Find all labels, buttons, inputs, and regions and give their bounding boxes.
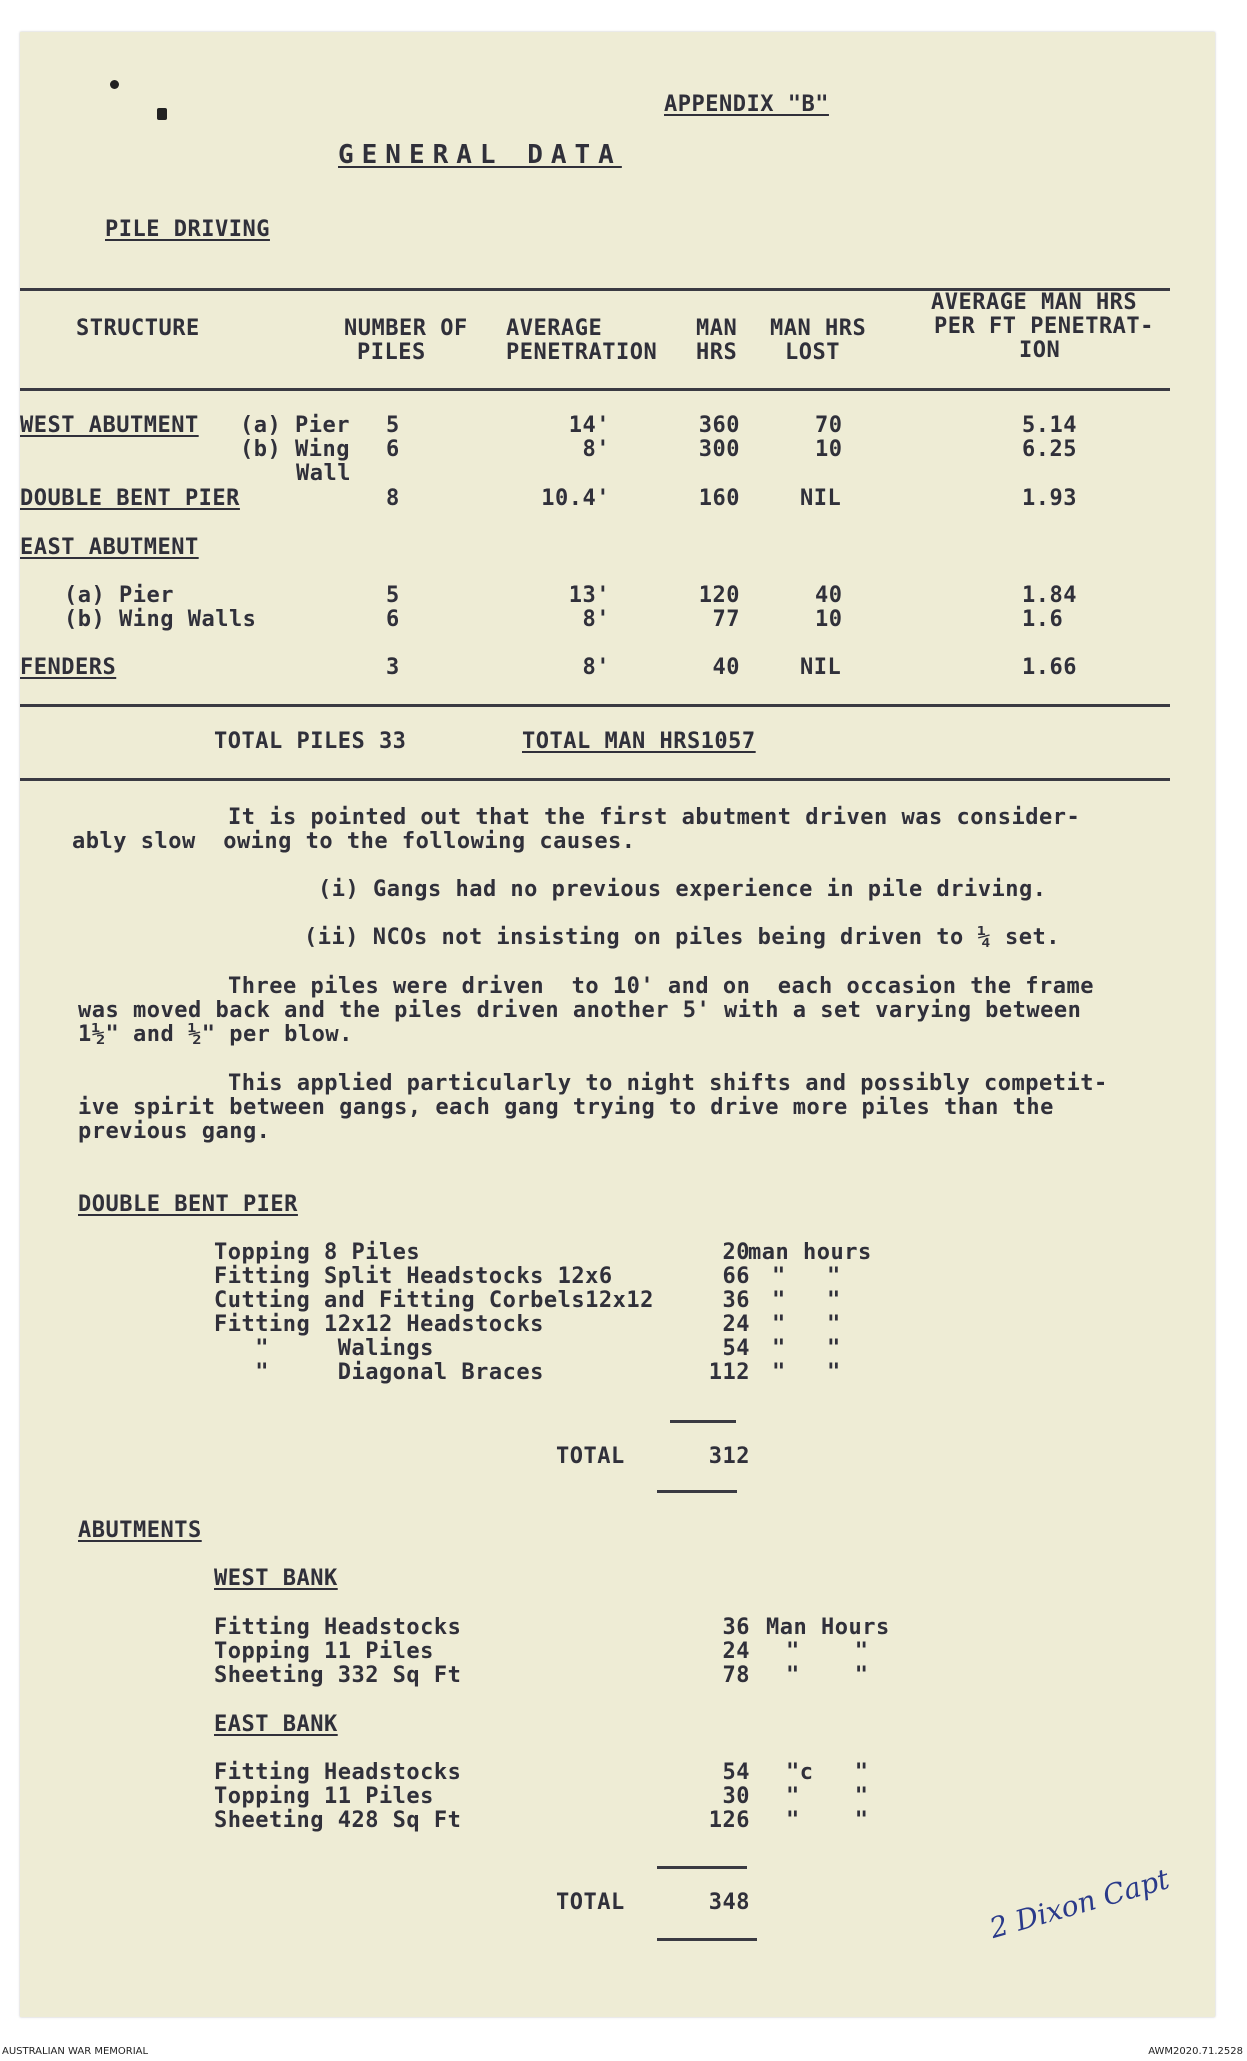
row-double-bent: DOUBLE BENT PIER (20, 486, 240, 511)
dbp-heading: DOUBLE BENT PIER (78, 1192, 298, 1217)
east-bank-item-value: 126 (708, 1808, 750, 1833)
col-number-2: PILES (357, 340, 426, 365)
east-a-hrs: 120 (698, 583, 740, 608)
dbp-total-value: 312 (708, 1444, 750, 1469)
dbp-item-label: Cutting and Fitting Corbels12x12 (214, 1288, 654, 1313)
dbp-item-unit: " " (772, 1312, 841, 1337)
row-east-abutment: EAST ABUTMENT (20, 535, 199, 560)
west-b-pen: 8' (582, 437, 610, 462)
west-bank-item-unit: Man Hours (766, 1615, 890, 1640)
total-piles: TOTAL PILES 33 (214, 729, 407, 754)
east-b-piles: 6 (386, 607, 400, 632)
east-bank-item-label: Sheeting 428 Sq Ft (214, 1808, 462, 1833)
dbp-item-unit: " " (772, 1360, 841, 1385)
footer-reference: AWM2020.71.2528 (1148, 2046, 1243, 2057)
double-bent-lost: NIL (800, 486, 842, 511)
east-a-pen: 13' (568, 583, 610, 608)
double-bent-piles: 8 (386, 486, 400, 511)
col-structure: STRUCTURE (76, 316, 200, 341)
ink-mark (157, 108, 167, 120)
col-man-hrs-2: HRS (696, 340, 738, 365)
west-b-label-2: Wall (296, 461, 351, 486)
east-b-pen: 8' (582, 607, 610, 632)
col-number-1: NUMBER OF (344, 316, 468, 341)
west-bank-item-value: 36 (722, 1615, 750, 1640)
dbp-item-unit: man hours (748, 1240, 872, 1265)
footer-archive: AUSTRALIAN WAR MEMORIAL (2, 2046, 149, 2057)
note-p3-line2: ive spirit between gangs, each gang trying to drive more piles than the (78, 1095, 1054, 1120)
fenders-lost: NIL (800, 655, 842, 680)
west-a-lost: 70 (815, 413, 843, 438)
west-a-hrs: 360 (698, 413, 740, 438)
east-bank-item-unit: " " (786, 1808, 869, 1833)
west-a-pen: 14' (568, 413, 610, 438)
east-bank-item-label: Fitting Headstocks (214, 1760, 462, 1785)
double-bent-per-ft: 1.93 (1022, 486, 1077, 511)
document-title: GENERAL DATA (338, 140, 622, 170)
fenders-per-ft: 1.66 (1022, 655, 1077, 680)
punch-mark (110, 80, 119, 89)
dbp-item-label: Topping 8 Piles (214, 1240, 421, 1265)
west-bank-item-unit: " " (786, 1639, 869, 1664)
east-bank-item-value: 54 (722, 1760, 750, 1785)
abutments-total-label: TOTAL (556, 1890, 625, 1915)
note-p2-line2: was moved back and the piles driven another 5' with a set varying between (78, 998, 1082, 1023)
dbp-sum-rule (670, 1420, 736, 1423)
west-bank-item-label: Sheeting 332 Sq Ft (214, 1663, 462, 1688)
note-p1-line2: ably slow owing to the following causes. (72, 829, 636, 854)
dbp-item-unit: " " (772, 1336, 841, 1361)
double-bent-hrs: 160 (698, 486, 740, 511)
note-p3-line3: previous gang. (78, 1119, 271, 1144)
west-bank-item-value: 78 (722, 1663, 750, 1688)
col-per-ft-1: AVERAGE MAN HRS (931, 290, 1138, 315)
east-b-lost: 10 (815, 607, 843, 632)
west-b-piles: 6 (386, 437, 400, 462)
dbp-item-label: Fitting 12x12 Headstocks (214, 1312, 544, 1337)
note-p3-line1: This applied particularly to night shifts and possibly competit- (228, 1071, 1108, 1096)
west-b-hrs: 300 (698, 437, 740, 462)
col-per-ft-3: ION (1019, 338, 1061, 363)
east-a-per-ft: 1.84 (1022, 583, 1077, 608)
east-b-label: (b) Wing Walls (64, 607, 257, 632)
dbp-item-unit: " " (772, 1264, 841, 1289)
col-per-ft-2: PER FT PENETRAT- (934, 314, 1154, 339)
west-b-per-ft: 6.25 (1022, 437, 1077, 462)
dbp-item-label: " Diagonal Braces (214, 1360, 544, 1385)
east-bank-item-unit: "c " (786, 1760, 869, 1785)
col-avg-pen-1: AVERAGE (506, 316, 603, 341)
east-b-hrs: 77 (712, 607, 740, 632)
east-a-piles: 5 (386, 583, 400, 608)
west-a-label: (a) Pier (240, 413, 350, 438)
west-bank-item-unit: " " (786, 1663, 869, 1688)
appendix-label: APPENDIX "B" (664, 92, 829, 117)
dbp-item-value: 24 (722, 1312, 750, 1337)
row-fenders: FENDERS (20, 655, 117, 680)
note-p2-line3: 1½" and ½" per blow. (78, 1022, 353, 1047)
dbp-total-rule (657, 1490, 737, 1493)
section-title: PILE DRIVING (105, 217, 270, 242)
east-bank-item-value: 30 (722, 1784, 750, 1809)
col-lost-1: MAN HRS (770, 316, 867, 341)
east-b-per-ft: 1.6 (1022, 607, 1064, 632)
west-bank-item-value: 24 (722, 1639, 750, 1664)
table-rule-header (20, 388, 1170, 391)
total-man-hrs: TOTAL MAN HRS1057 (522, 729, 756, 754)
west-b-lost: 10 (815, 437, 843, 462)
abutments-sum-rule (657, 1866, 747, 1869)
dbp-item-value: 66 (722, 1264, 750, 1289)
note-item-1: (i) Gangs had no previous experience in pile driving. (318, 877, 1047, 902)
fenders-pen: 8' (582, 655, 610, 680)
table-rule-bottom (20, 704, 1170, 707)
dbp-item-label: Fitting Split Headstocks 12x6 (214, 1264, 613, 1289)
west-a-piles: 5 (386, 413, 400, 438)
west-bank-item-label: Fitting Headstocks (214, 1615, 462, 1640)
dbp-total-label: TOTAL (556, 1444, 625, 1469)
fenders-piles: 3 (386, 655, 400, 680)
col-lost-2: LOST (785, 340, 840, 365)
dbp-item-label: " Walings (214, 1336, 434, 1361)
dbp-item-value: 112 (708, 1360, 750, 1385)
col-avg-pen-2: PENETRATION (506, 340, 658, 365)
row-west-abutment: WEST ABUTMENT (20, 413, 199, 438)
double-bent-pen: 10.4' (541, 486, 610, 511)
abutments-total-value: 348 (708, 1890, 750, 1915)
totals-rule (20, 778, 1170, 781)
west-bank-item-label: Topping 11 Piles (214, 1639, 434, 1664)
west-b-label-1: (b) Wing (240, 437, 350, 462)
note-p1-line1: It is pointed out that the first abutment driven was consider- (228, 805, 1081, 830)
west-bank-heading: WEST BANK (214, 1566, 338, 1591)
east-bank-item-unit: " " (786, 1784, 869, 1809)
abutments-total-rule (657, 1938, 757, 1941)
fenders-hrs: 40 (712, 655, 740, 680)
east-a-lost: 40 (815, 583, 843, 608)
dbp-item-value: 36 (722, 1288, 750, 1313)
west-a-per-ft: 5.14 (1022, 413, 1077, 438)
signature: 2 Dixon Capt (985, 1862, 1173, 1945)
east-a-label: (a) Pier (64, 583, 174, 608)
dbp-item-value: 20 (722, 1240, 750, 1265)
dbp-item-unit: " " (772, 1288, 841, 1313)
note-p2-line1: Three piles were driven to 10' and on each occasion the frame (228, 974, 1094, 999)
document-page (20, 32, 1215, 2017)
col-man-hrs-1: MAN (696, 316, 738, 341)
dbp-item-value: 54 (722, 1336, 750, 1361)
note-item-2: (ii) NCOs not insisting on piles being driven to ¼ set. (304, 925, 1060, 950)
east-bank-heading: EAST BANK (214, 1712, 338, 1737)
abutments-heading: ABUTMENTS (78, 1518, 202, 1543)
east-bank-item-label: Topping 11 Piles (214, 1784, 434, 1809)
